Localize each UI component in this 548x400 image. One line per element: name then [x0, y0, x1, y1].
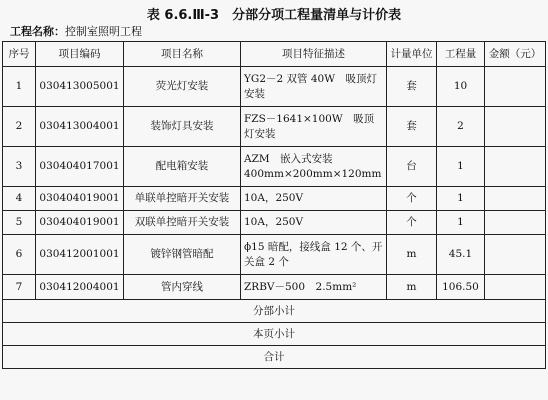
row-amount: [485, 67, 546, 107]
row-qty: 1: [437, 211, 485, 235]
row-unit: 台: [387, 147, 437, 187]
row-code: 030413005001: [36, 67, 124, 107]
row-unit: 套: [387, 107, 437, 147]
row-desc: YG2－2 双管 40W 吸顶灯安装: [241, 67, 387, 107]
summary-page-total-label: 本页小计: [3, 323, 546, 346]
row-name: 单联单控暗开关安装: [124, 187, 241, 211]
header-row: [3, 42, 546, 67]
header-unit: 计量单位: [387, 42, 437, 67]
row-unit: m: [387, 235, 437, 275]
row-name: 双联单控暗开关安装: [124, 211, 241, 235]
row-code: 030413004001: [36, 107, 124, 147]
row-amount: [485, 187, 546, 211]
row-unit: 个: [387, 187, 437, 211]
row-name: 管内穿线: [124, 275, 241, 300]
row-code: 030404019001: [36, 211, 124, 235]
project-label: 工程名称：: [10, 25, 65, 38]
row-qty: 2: [437, 107, 485, 147]
row-unit: m: [387, 275, 437, 300]
row-name: 镀锌钢管暗配: [124, 235, 241, 275]
table-row: [3, 107, 546, 147]
row-no: 1: [3, 67, 36, 107]
row-desc: FZS－1641×100W 吸顶灯安装: [241, 107, 387, 147]
row-desc: 10A，250V: [241, 211, 387, 235]
table-row: [3, 147, 546, 187]
row-code: 030412001001: [36, 235, 124, 275]
row-amount: [485, 107, 546, 147]
table-row: [3, 67, 546, 107]
row-qty: 106.50: [437, 275, 485, 300]
row-desc: 10A，250V: [241, 187, 387, 211]
summary-row-subtotal: [3, 300, 546, 323]
row-qty: 1: [437, 147, 485, 187]
table-title: 表 6.6.Ⅲ-3 分部分项工程量清单与计价表: [146, 8, 402, 23]
row-code: 030404019001: [36, 187, 124, 211]
table-row: [3, 235, 546, 275]
table-row: [3, 187, 546, 211]
row-no: 6: [3, 235, 36, 275]
header-amount: 金额（元）: [485, 42, 546, 67]
header-desc: 项目特征描述: [241, 42, 387, 67]
summary-grand-total-label: 合计: [3, 346, 546, 369]
row-no: 4: [3, 187, 36, 211]
row-code: 030404017001: [36, 147, 124, 187]
row-name: 荧光灯安装: [124, 67, 241, 107]
row-qty: 10: [437, 67, 485, 107]
project-name: 控制室照明工程: [65, 25, 142, 38]
row-amount: [485, 147, 546, 187]
row-code: 030412004001: [36, 275, 124, 300]
row-amount: [485, 235, 546, 275]
table-row: [3, 275, 546, 300]
table-row: [3, 211, 546, 235]
row-qty: 1: [437, 187, 485, 211]
row-no: 3: [3, 147, 36, 187]
summary-row-grand-total: [3, 346, 546, 369]
summary-row-page-total: [3, 323, 546, 346]
row-desc: ZRBV－500 2.5mm²: [241, 275, 387, 300]
header-no: 序号: [3, 42, 36, 67]
bill-of-quantities-table: [2, 41, 546, 369]
row-desc: AZM 嵌入式安装 400mm×200mm×120mm: [241, 147, 387, 187]
row-unit: 个: [387, 211, 437, 235]
row-name: 配电箱安装: [124, 147, 241, 187]
row-no: 5: [3, 211, 36, 235]
project-line: [10, 23, 142, 39]
row-amount: [485, 275, 546, 300]
row-qty: 45.1: [437, 235, 485, 275]
row-no: 7: [3, 275, 36, 300]
row-desc: ϕ15 暗配，接线盒 12 个、开关盒 2 个: [241, 235, 387, 275]
header-name: 项目名称: [124, 42, 241, 67]
summary-subtotal-label: 分部小计: [3, 300, 546, 323]
row-no: 2: [3, 107, 36, 147]
row-unit: 套: [387, 67, 437, 107]
header-code: 项目编码: [36, 42, 124, 67]
header-qty: 工程量: [437, 42, 485, 67]
row-name: 装饰灯具安装: [124, 107, 241, 147]
row-amount: [485, 211, 546, 235]
